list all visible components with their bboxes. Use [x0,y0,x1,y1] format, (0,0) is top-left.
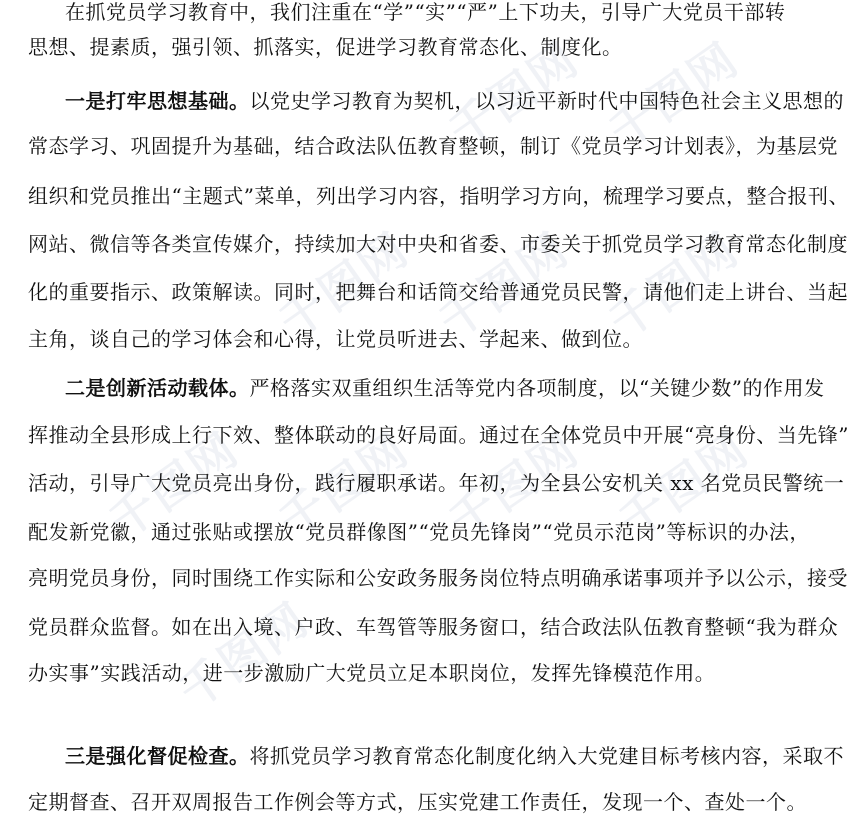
section-1-first-line [65,87,844,115]
watermark: 千图网 [429,222,579,349]
section-1-text: 以党史学习教育为契机，以习近平新时代中国特色社会主义思想的 [249,89,844,113]
watermark: 千图网 [99,422,249,549]
section-1-line: 网站、微信等各类宣传媒介，持续加大对中央和省委、市委关于抓党员学习教育常态化制度 [28,232,848,256]
intro-line: 在抓党员学习教育中，我们注重在“学”“实”“严”上下功夫，引导广大党员干部转 [65,0,786,24]
watermark: 千图网 [609,422,759,549]
section-1-heading: 一是打牢思想基础。 [65,89,250,113]
section-1-line: 组织和党员推出“主题式”菜单，列出学习内容，指明学习方向，梳理学习要点，整合报刊、 [28,184,849,208]
section-1-line: 主角，谈自己的学习体会和心得，让党员听进去、学起来、做到位。 [28,327,643,351]
section-2-line: 配发新党徽，通过张贴或摆放“党员群像图”“党员先锋岗”“党员示范岗”等标识的办法， [28,520,810,544]
section-2-line: 挥推动全县形成上行下效、整体联动的良好局面。通过在全体党员中开展“亮身份、当先锋” [28,423,849,447]
watermark: 千图网 [599,222,749,349]
section-1-line: 常态学习、巩固提升为基础，结合政法队伍教育整顿，制订《党员学习计划表》，为基层党 [28,134,838,158]
watermark: 千图网 [439,32,589,159]
section-2-line: 办实事”实践活动，进一步激励广大党员立足本职岗位，发挥先锋模范作用。 [28,661,716,685]
section-3-text: 将抓党员学习教育常态化制度化纳入大党建目标考核内容，采取不 [249,744,844,768]
watermark: 千图网 [439,422,589,549]
section-2-heading: 二是创新活动载体。 [65,376,250,400]
section-2-text: 严格落实双重组织生活等党内各项制度，以“关键少数”的作用发 [249,376,825,400]
section-2-line: 亮明党员身份，同时围绕工作实际和公安政务服务岗位特点明确承诺事项并予以公示，接受 [28,566,848,590]
section-2-line: 党员群众监督。如在出入境、户政、车驾管等服务窗口，结合政法队伍教育整顿“我为群众 [28,615,839,639]
intro-line: 思想、提素质，强引领、抓落实，促进学习教育常态化、制度化。 [28,35,623,59]
watermark: 千图网 [269,222,419,349]
section-3-first-line [65,742,844,770]
section-3-line: 定期督查、召开双周报告工作例会等方式，压实党建工作责任，发现一个、查处一个。 [28,790,807,814]
section-2-line: 活动，引导广大党员亮出身份，践行履职承诺。年初，为全县公安机关 xx 名党员民警统一 [28,471,845,495]
section-2-first-line [65,374,825,402]
watermark: 千图网 [169,592,319,719]
watermark: 千图网 [269,422,419,549]
watermark: 千图网 [599,32,749,159]
section-3-heading: 三是强化督促检查。 [65,744,250,768]
section-1-line: 化的重要指示、政策解读。同时，把舞台和话筒交给普通党员民警，请他们走上讲台、当起 [28,280,848,304]
